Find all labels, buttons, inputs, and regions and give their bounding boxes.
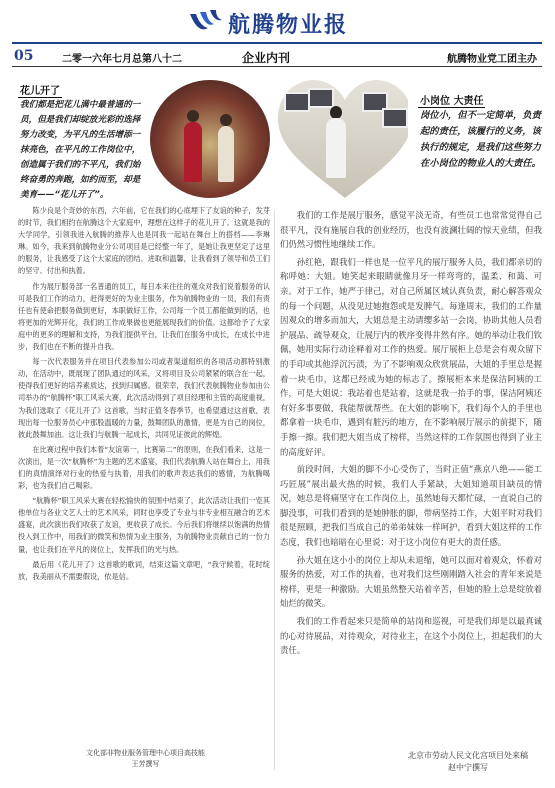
singer-red-dress [184,122,202,182]
paragraph: 我们的工作是展厅服务，感觉平淡无奇，有些员工也常常觉得自己很平凡，没有施展自我的创业经历，也没有波澜壮阔的惊天业绩，但我们仍然习惯性地继续工作。 [280,210,542,250]
paragraph: 每一次代表服务并在项目代表参加公司或者渠道组织的各项活动都特别激动，在活动中，既展现了团队通过的风采，又将项目及公司紧紧的联合在一起，使得我们更好的培养素质达，找到归属感。很荣幸，我们代表航腾物业参加由公司举办的“航腾杯”职工风采大赛，此次活动得到了项目经理和主管的高度重视，为我们选取了《花儿开了》这首歌，当时正值冬春季节，也希望通过这首歌，表现出每一位服务员心中那股温暖的力量，鼓舞团队的激情，更是为自己的岗位，彼此鼓舞加油。这让我们与航腾一起成长，共同见证彼此的辉煌。 [18,357,270,439]
section-title: 企业内刊 [242,51,291,65]
paragraph: 前段时间，大姐的脚不小心受伤了，当时正值“燕京八绝——能工巧匠展”展出最火热的时候，我们人手紧缺，大姐知道项目缺员的情况，她总是将痛坚守在工作岗位上，虽然她每天都忙碌，一直说自己的脚没事，可我们看到的是她肿胀的脚，带病坚持工作，大姐平时对我们很是照顾，把我们当成自己的弟弟妹妹一样呵护，看到大姐这样的工作态度，我们也暗暗在心里说：对于这小岗位有更大的责任感。 [280,464,542,548]
singer-white-dress [218,126,234,182]
signature-line: 北京市劳动人民文化宫项目处来稿 [408,751,528,760]
paragraph: 最后用《花儿开了》这首歌的歌词，结束这篇文章吧，“我守候着，花时绽放，我美丽从不需要假设，依是信。 [18,559,270,581]
masthead-rule [12,42,542,44]
masthead [0,0,555,42]
newspaper-title: 航腾物业报 [228,12,349,38]
heart-frame [270,70,420,210]
signature-line: 文化部非物业服务管理中心项目高技能 [86,749,205,757]
paragraph: 孙大姐在这小小的岗位上却从未退缩，她可以面对着观众，怀着对服务的热爱，对工作的执着，也对我们这些刚刚踏入社会的青年来说是榜样，更是一种激励。大姐虽然整天站着辛苦，但她的脸上总是绽放着灿烂的微笑。 [280,554,542,609]
header-rule [12,66,542,67]
right-story-kicker: 小岗位 大责任 [418,92,485,108]
paragraph: 作为展厅服务部一名普通的员工，每日本来往往的观众对我们说着服务的认可是我们工作的动力，赶得更好的为业主服务，作为航腾物业的一员，我们有责任也有使命把服务做到更好，本职做好工作，公司每一个员工都能做到的话，也将更加的光辉开化，我们的工作成果做也更能展现我们的价值。这都给予了大家庭中的更多的理解和支持，为我们提供平台，让我们在服务中成长，在成长中进步，我们也在不断的提升自我。 [18,281,270,352]
paragraph: 陈少良是个奇妙的东西，六年前，它在我们的心底埋下了友谊的种子，发芽的时节，我们相约在航腾这个大家庭中，理想在这样子的花儿开了。这就是我的大学同学，引领我进入航腾的推荐人也是同我一起站在舞台上的搭档——李琳琳。如今，我来到航腾物业分公司项目是已经整一年了，是她让我更坚定了这里的服务，让我感受了这个大家庭的团结、进取和温馨，让我看到了领导和员工们的坚守、付出和执着。 [18,206,270,276]
paragraph: 我们的工作看起来只是简单的站岗和巡视，可是我们却是以最真诚的心对待展品，对待观众，对待业主，在这个小岗位上，担起我们的大责任。 [280,616,542,656]
left-story-body [18,205,270,586]
left-story-kicker: 花儿开了 [18,82,62,98]
signature-line: 王芳撰写 [131,760,160,768]
column-divider [274,210,275,770]
organizer: 航腾物业党工团主办 [447,54,537,65]
right-story-intro: 岗位小，但不一定简单，负责起的责任，该履行的义务，该执行的规定，是我们这些努力在小岗位的物业人的大责任。 [420,110,541,169]
left-story-signature [86,748,205,770]
right-story-signature [408,750,528,774]
signature-line: 赵中宁撰写 [448,763,488,772]
issue-date: 二零一六年七月总第八十二 [62,54,182,65]
paragraph: “航腾杯”职工风采大赛在轻松愉快的氛围中结束了，此次活动让我们一览其他单位与各业文艺人士的艺术风采，同时也享受了专业与非专业相互融合的艺术盛宴，此次演出我们收获了友谊，更收获了成长。今后我们将继续以饱满的热情投入到工作中，用我们的微笑和热情为业主服务，为航腾物业贡献自己的一份力量，也让我们在平凡的岗位上，发挥我们的光与热。 [18,496,270,554]
singers-photo [150,80,270,198]
left-story-intro: 我们都是把花儿满中最普通的一员，但是我们却绽放光彩的选择努力改变，为平凡的生活增添一抹亮色，在平凡的工作岗位中，创造属于我们的不平凡，我们始终奋勇的奔跑，如约而至，却是美育——“花儿开了”。 [20,100,141,200]
paragraph: 孙红艳，跟我们一样也是一位平凡的展厅服务人员，我们都亲切的称呼她：大姐。她笑起来眼睛就像月牙一样弯弯的，温柔、和蔼、可亲。对于工作，她严于律己，对自己所属区域认真负责，耐心解答观众的每一个问题，从没见过她抱怨或是发脾气。每逢周末，我们的工作量因观众的增多而加大，大姐总是主动请缨多站一会岗，协助其他人员看护展品、疏导观众，让展厅内的秩序变得井然有序。她的举动让我们钦佩，她用实际行动诠释着对工作的热爱。展厅展柜上总是会有观众留下的手印或其他浮沉污渍，为了不影响观众欣赏展品，大姐的手里总是握着一块毛巾，这都已经成为她的标志了。擦展柜本来是保洁阿姨的工作，可是大姐说：我站着也是站着，这就是我一抬手的事，保洁阿姨还有好多事要做，我能帮就帮些。在大姐的影响下，我们每个人的手里也都拿着一块毛巾，遇到有脏污的地方，在不影响展厅展示的前提下，随手擦一擦。我们把大姐当成了榜样，当然这样的工作氛围也得到了业主的高度好评。 [280,256,542,457]
paragraph: 在比赛过程中我们本着“友谊第一，比赛第二”的原则，在我们看来，这是一次演出，是一次“航腾杯”为主题的艺术盛宴，我们代表航腾人站在舞台上，用我们的真情演绎对行业的热爱与执着，用我们的歌声表达我们的感情，为航腾喝彩，也为我们自己喝彩。 [18,444,270,491]
singer-head [187,110,199,122]
right-story-body [280,208,542,661]
singer-head [220,114,232,126]
wing-logo-icon [188,8,224,36]
page-number: 05 [14,48,34,64]
